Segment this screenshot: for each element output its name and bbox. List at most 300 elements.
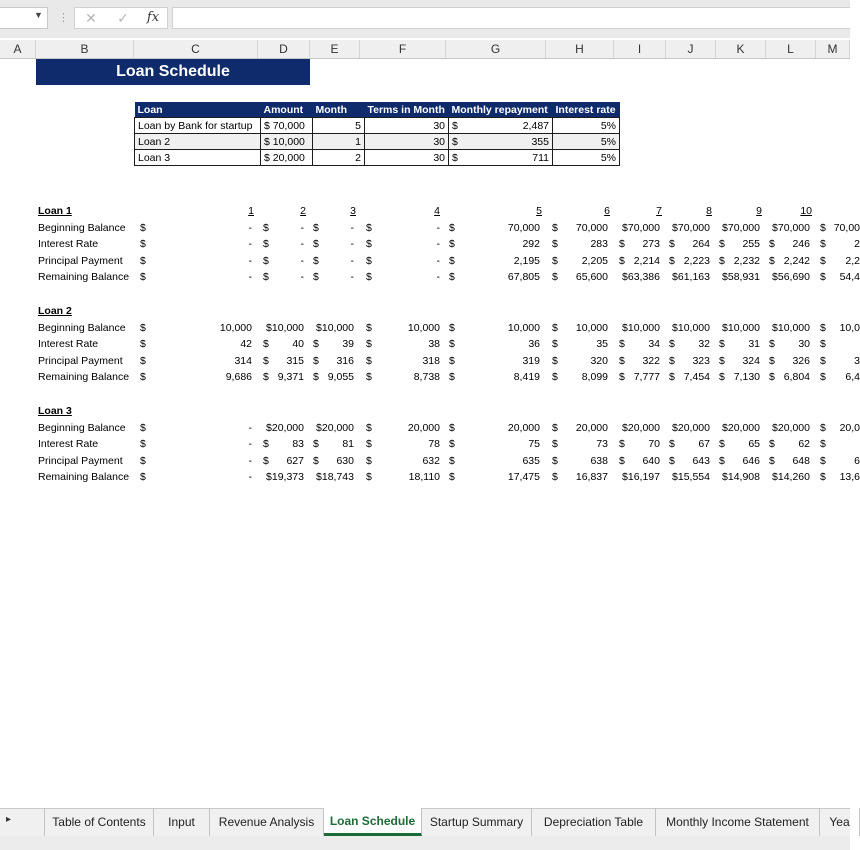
schedule-value[interactable]: 10,000: [219, 321, 252, 334]
row-label: Remaining Balance: [38, 271, 130, 284]
column-header-k[interactable]: K: [716, 40, 766, 58]
currency-symbol: $: [669, 238, 675, 251]
currency-symbol: $: [140, 238, 146, 251]
schedule-value[interactable]: 16,837: [575, 471, 608, 484]
schedule-value[interactable]: 6,4: [845, 371, 860, 384]
currency-symbol: $: [313, 371, 319, 384]
sheet-tab-loan-schedule[interactable]: Loan Schedule: [324, 808, 422, 836]
schedule-value[interactable]: $14,908: [722, 471, 760, 484]
schedule-value[interactable]: 2,195: [513, 254, 540, 267]
schedule-value[interactable]: 10,000: [407, 321, 440, 334]
schedule-value[interactable]: 75: [528, 438, 540, 451]
summary-row: [135, 134, 620, 150]
schedule-value[interactable]: 40: [292, 338, 304, 351]
currency-symbol: $: [820, 354, 826, 367]
schedule-value[interactable]: 2,205: [581, 254, 608, 267]
schedule-value[interactable]: -: [436, 238, 440, 251]
schedule-value[interactable]: $15,554: [672, 471, 710, 484]
currency-symbol: $: [263, 371, 269, 384]
loan-section-title: Loan 2: [38, 305, 72, 317]
schedule-value[interactable]: 283: [590, 238, 608, 251]
currency-symbol: $: [313, 338, 319, 351]
schedule-value[interactable]: 7,777: [633, 371, 660, 384]
schedule-value[interactable]: $70,000: [772, 221, 810, 234]
sheet-tab-table-of-contents[interactable]: Table of Contents: [44, 808, 154, 836]
schedule-value[interactable]: $70,000: [622, 221, 660, 234]
schedule-value[interactable]: -: [248, 254, 252, 267]
schedule-value[interactable]: 38: [428, 338, 440, 351]
x-icon[interactable]: ✕: [85, 10, 97, 26]
schedule-value[interactable]: $56,690: [772, 271, 810, 284]
period-header: 10: [800, 205, 812, 217]
currency-symbol: $: [366, 454, 372, 467]
period-header: 9: [756, 205, 762, 217]
currency-symbol: $: [366, 321, 372, 334]
column-header-e[interactable]: E: [310, 40, 360, 58]
schedule-value[interactable]: $18,743: [316, 471, 354, 484]
check-icon[interactable]: ✓: [117, 10, 129, 26]
schedule-value[interactable]: -: [350, 271, 354, 284]
schedule-value[interactable]: 324: [742, 354, 760, 367]
currency-symbol: $: [820, 254, 826, 267]
schedule-value[interactable]: 326: [792, 354, 810, 367]
schedule-value[interactable]: 10,000: [575, 321, 608, 334]
schedule-value[interactable]: $10,000: [672, 321, 710, 334]
currency-symbol: $: [820, 271, 826, 284]
column-header-g[interactable]: G: [446, 40, 546, 58]
schedule-value[interactable]: 627: [286, 454, 304, 467]
currency-symbol: $: [820, 221, 826, 234]
schedule-value[interactable]: 20,000: [507, 421, 540, 434]
schedule-value[interactable]: 273: [642, 238, 660, 251]
schedule-value[interactable]: 9,055: [327, 371, 354, 384]
currency-symbol: $: [313, 238, 319, 251]
period-header: 4: [434, 205, 440, 217]
currency-symbol: $: [719, 354, 725, 367]
currency-symbol: $: [552, 454, 558, 467]
schedule-value[interactable]: 83: [292, 438, 304, 451]
schedule-value[interactable]: 78: [428, 438, 440, 451]
currency-symbol: $: [552, 338, 558, 351]
column-header-f[interactable]: F: [360, 40, 446, 58]
currency-symbol: $: [263, 221, 269, 234]
currency-symbol: $: [552, 221, 558, 234]
column-header-d[interactable]: D: [258, 40, 310, 58]
row-label: Remaining Balance: [38, 471, 130, 484]
summary-cell[interactable]: Loan 2: [135, 134, 261, 150]
currency-symbol: $: [366, 271, 372, 284]
currency-symbol: $: [366, 371, 372, 384]
schedule-value[interactable]: $58,931: [722, 271, 760, 284]
period-header: 3: [350, 205, 356, 217]
currency-symbol: $: [719, 338, 725, 351]
schedule-value[interactable]: 70: [648, 438, 660, 451]
period-header: 7: [656, 205, 662, 217]
summary-cell[interactable]: 30: [365, 118, 449, 134]
schedule-value[interactable]: $20,000: [622, 421, 660, 434]
status-strip: [0, 836, 850, 850]
schedule-value[interactable]: $70,000: [672, 221, 710, 234]
summary-header-cell: Month: [313, 102, 365, 118]
currency-symbol: $: [449, 471, 455, 484]
currency-symbol: $: [669, 338, 675, 351]
currency-symbol: $: [552, 321, 558, 334]
currency-symbol: $: [449, 338, 455, 351]
summary-cell[interactable]: $ 70,000: [261, 118, 313, 134]
summary-header-cell: Amount: [261, 102, 313, 118]
currency-symbol: $: [140, 438, 146, 451]
schedule-value[interactable]: 20,0: [839, 421, 860, 434]
schedule-value[interactable]: 643: [692, 454, 710, 467]
schedule-value[interactable]: 34: [648, 338, 660, 351]
currency-symbol: $: [452, 119, 458, 132]
summary-header-cell: Interest rate: [553, 102, 620, 118]
schedule-value[interactable]: $10,000: [772, 321, 810, 334]
schedule-value[interactable]: 7,454: [683, 371, 710, 384]
currency-symbol: $: [769, 338, 775, 351]
formula-buttons: [74, 7, 168, 29]
page-title: Loan Schedule: [116, 63, 230, 80]
currency-symbol: $: [669, 438, 675, 451]
currency-symbol: $: [669, 454, 675, 467]
summary-cell[interactable]: 5%: [553, 118, 620, 134]
currency-symbol: $: [263, 254, 269, 267]
schedule-value[interactable]: 42: [240, 338, 252, 351]
schedule-value[interactable]: $20,000: [672, 421, 710, 434]
currency-symbol: $: [769, 371, 775, 384]
schedule-value[interactable]: 65: [748, 438, 760, 451]
currency-symbol: $: [449, 454, 455, 467]
schedule-value[interactable]: 6,804: [783, 371, 810, 384]
currency-symbol: $: [552, 421, 558, 434]
column-header-h[interactable]: H: [546, 40, 614, 58]
sheet-tab-monthly-income-statement[interactable]: Monthly Income Statement: [656, 808, 820, 836]
schedule-value[interactable]: 292: [522, 238, 540, 251]
schedule-value[interactable]: -: [350, 254, 354, 267]
schedule-value[interactable]: $20,000: [266, 421, 304, 434]
currency-symbol: $: [366, 221, 372, 234]
summary-row: [135, 150, 620, 166]
schedule-value[interactable]: $10,000: [316, 321, 354, 334]
summary-cell[interactable]: 30: [365, 150, 449, 166]
summary-cell[interactable]: 5%: [553, 134, 620, 150]
sheet-tab-input[interactable]: Input: [154, 808, 210, 836]
schedule-value[interactable]: $10,000: [266, 321, 304, 334]
vertical-dots-icon: ⋮: [58, 12, 69, 24]
schedule-value[interactable]: $70,000: [722, 221, 760, 234]
sheet-tab-depreciation-table[interactable]: Depreciation Table: [532, 808, 656, 836]
summary-cell[interactable]: [449, 118, 553, 134]
schedule-value[interactable]: -: [248, 471, 252, 484]
currency-symbol: $: [263, 454, 269, 467]
formula-input[interactable]: [172, 7, 850, 29]
currency-symbol: $: [313, 438, 319, 451]
schedule-value[interactable]: 316: [336, 354, 354, 367]
column-header-b[interactable]: B: [36, 40, 134, 58]
schedule-value[interactable]: 20,000: [407, 421, 440, 434]
currency-symbol: $: [552, 354, 558, 367]
schedule-value[interactable]: 255: [742, 238, 760, 251]
schedule-value[interactable]: $20,000: [316, 421, 354, 434]
currency-symbol: $: [820, 238, 826, 251]
schedule-value[interactable]: 314: [234, 354, 252, 367]
currency-symbol: $: [619, 254, 625, 267]
schedule-value[interactable]: 323: [692, 354, 710, 367]
period-header: 5: [536, 205, 542, 217]
column-header-m[interactable]: M: [816, 40, 850, 58]
schedule-value[interactable]: 9,686: [225, 371, 252, 384]
currency-symbol: $: [449, 221, 455, 234]
schedule-value[interactable]: 17,475: [507, 471, 540, 484]
currency-symbol: $: [140, 338, 146, 351]
schedule-value[interactable]: 315: [286, 354, 304, 367]
schedule-value[interactable]: 630: [336, 454, 354, 467]
row-label: Interest Rate: [38, 238, 99, 251]
summary-cell[interactable]: 2: [313, 150, 365, 166]
summary-cell[interactable]: $ 10,000: [261, 134, 313, 150]
schedule-value[interactable]: 62: [798, 438, 810, 451]
schedule-value[interactable]: -: [436, 254, 440, 267]
currency-symbol: $: [313, 354, 319, 367]
schedule-value[interactable]: 35: [596, 338, 608, 351]
schedule-value[interactable]: $20,000: [772, 421, 810, 434]
schedule-value[interactable]: 36: [528, 338, 540, 351]
schedule-value[interactable]: 54,4: [839, 271, 860, 284]
column-header-a[interactable]: A: [0, 40, 36, 58]
summary-header-row: [135, 102, 620, 118]
summary-cell[interactable]: Loan 3: [135, 150, 261, 166]
currency-symbol: $: [552, 471, 558, 484]
schedule-value[interactable]: $63,386: [622, 271, 660, 284]
currency-symbol: $: [313, 254, 319, 267]
schedule-value[interactable]: 13,6: [839, 471, 860, 484]
schedule-value[interactable]: -: [248, 271, 252, 284]
currency-symbol: $: [366, 354, 372, 367]
currency-symbol: $: [719, 438, 725, 451]
schedule-value[interactable]: 646: [742, 454, 760, 467]
currency-symbol: $: [140, 354, 146, 367]
currency-symbol: $: [140, 271, 146, 284]
schedule-value[interactable]: $14,260: [772, 471, 810, 484]
currency-symbol: $: [552, 438, 558, 451]
repayment-value: 2,487: [522, 119, 549, 132]
schedule-value[interactable]: 70,000: [507, 221, 540, 234]
currency-symbol: $: [669, 254, 675, 267]
currency-symbol: $: [449, 421, 455, 434]
repayment-value: 355: [531, 135, 549, 148]
scroll-tabs-arrow-icon[interactable]: ▸: [6, 814, 12, 825]
currency-symbol: $: [366, 238, 372, 251]
currency-symbol: $: [769, 254, 775, 267]
schedule-value[interactable]: 70,000: [575, 221, 608, 234]
currency-symbol: $: [820, 438, 826, 451]
schedule-value[interactable]: 640: [642, 454, 660, 467]
currency-symbol: $: [263, 338, 269, 351]
schedule-value[interactable]: 7,130: [733, 371, 760, 384]
schedule-value[interactable]: 10,0: [839, 321, 860, 334]
schedule-value[interactable]: -: [300, 238, 304, 251]
currency-symbol: $: [449, 254, 455, 267]
schedule-value[interactable]: 67,805: [507, 271, 540, 284]
period-header: 2: [300, 205, 306, 217]
schedule-value[interactable]: 2,214: [633, 254, 660, 267]
currency-symbol: $: [719, 371, 725, 384]
schedule-value[interactable]: 39: [342, 338, 354, 351]
schedule-value[interactable]: 318: [422, 354, 440, 367]
schedule-value[interactable]: $61,163: [672, 271, 710, 284]
schedule-value[interactable]: 20,000: [575, 421, 608, 434]
column-header-j[interactable]: J: [666, 40, 716, 58]
currency-symbol: $: [263, 438, 269, 451]
currency-symbol: $: [820, 471, 826, 484]
currency-symbol: $: [552, 271, 558, 284]
schedule-value[interactable]: 319: [522, 354, 540, 367]
summary-cell[interactable]: Loan by Bank for startup: [135, 118, 261, 134]
schedule-value[interactable]: 18,110: [408, 471, 440, 484]
schedule-value[interactable]: 31: [748, 338, 760, 351]
currency-symbol: $: [449, 321, 455, 334]
summary-cell[interactable]: [449, 150, 553, 166]
currency-symbol: $: [769, 454, 775, 467]
schedule-value[interactable]: 65,600: [575, 271, 608, 284]
row-label: Principal Payment: [38, 254, 123, 267]
schedule-value[interactable]: 648: [792, 454, 810, 467]
schedule-value[interactable]: 264: [692, 238, 710, 251]
schedule-value[interactable]: 81: [342, 438, 354, 451]
schedule-value[interactable]: 2,2: [845, 254, 860, 267]
currency-symbol: $: [449, 238, 455, 251]
currency-symbol: $: [140, 371, 146, 384]
schedule-value[interactable]: 246: [792, 238, 810, 251]
currency-symbol: $: [263, 238, 269, 251]
schedule-value[interactable]: 635: [522, 454, 540, 467]
schedule-value[interactable]: 3: [854, 354, 860, 367]
column-header-l[interactable]: L: [766, 40, 816, 58]
currency-symbol: $: [619, 238, 625, 251]
row-label: Interest Rate: [38, 438, 99, 451]
summary-cell[interactable]: 5%: [553, 150, 620, 166]
schedule-value[interactable]: 9,371: [277, 371, 304, 384]
schedule-value[interactable]: $19,373: [266, 471, 304, 484]
row-label: Beginning Balance: [38, 421, 126, 434]
chevron-down-icon[interactable]: ▼: [34, 10, 43, 20]
period-header: 8: [706, 205, 712, 217]
summary-cell[interactable]: 5: [313, 118, 365, 134]
column-header-bar: [0, 40, 850, 59]
schedule-value[interactable]: $10,000: [622, 321, 660, 334]
currency-symbol: $: [820, 454, 826, 467]
currency-symbol: $: [140, 254, 146, 267]
schedule-value[interactable]: 67: [698, 438, 710, 451]
repayment-value: 711: [532, 151, 549, 164]
currency-symbol: $: [552, 371, 558, 384]
schedule-value[interactable]: 2,232: [733, 254, 760, 267]
currency-symbol: $: [552, 238, 558, 251]
currency-symbol: $: [263, 354, 269, 367]
schedule-value[interactable]: -: [248, 454, 252, 467]
schedule-value[interactable]: $20,000: [722, 421, 760, 434]
row-label: Remaining Balance: [38, 371, 130, 384]
summary-cell[interactable]: 1: [313, 134, 365, 150]
summary-header-cell: Terms in Month: [365, 102, 449, 118]
currency-symbol: $: [552, 254, 558, 267]
schedule-value[interactable]: -: [350, 221, 354, 234]
summary-cell[interactable]: [449, 134, 553, 150]
summary-cell[interactable]: $ 20,000: [261, 150, 313, 166]
column-header-i[interactable]: I: [614, 40, 666, 58]
schedule-value[interactable]: $16,197: [622, 471, 660, 484]
currency-symbol: $: [719, 454, 725, 467]
column-header-c[interactable]: C: [134, 40, 258, 58]
schedule-value[interactable]: 8,099: [581, 371, 608, 384]
currency-symbol: $: [449, 438, 455, 451]
schedule-value[interactable]: -: [248, 421, 252, 434]
schedule-value[interactable]: 2,242: [783, 254, 810, 267]
schedule-value[interactable]: 8,419: [513, 371, 540, 384]
schedule-value[interactable]: 638: [590, 454, 608, 467]
schedule-value[interactable]: -: [300, 221, 304, 234]
fx-icon[interactable]: fx: [146, 10, 160, 25]
currency-symbol: $: [619, 454, 625, 467]
currency-symbol: $: [366, 338, 372, 351]
currency-symbol: $: [313, 271, 319, 284]
schedule-value[interactable]: 632: [422, 454, 440, 467]
schedule-value[interactable]: 32: [698, 338, 710, 351]
currency-symbol: $: [366, 421, 372, 434]
schedule-value[interactable]: 10,000: [507, 321, 540, 334]
schedule-value[interactable]: 8,738: [413, 371, 440, 384]
currency-symbol: $: [452, 135, 458, 148]
sheet-tab-revenue-analysis[interactable]: Revenue Analysis: [210, 808, 324, 836]
schedule-value[interactable]: 2: [854, 238, 860, 251]
schedule-value[interactable]: -: [436, 221, 440, 234]
sheet-tab-yea[interactable]: Yea: [820, 808, 860, 836]
schedule-value[interactable]: 322: [642, 354, 660, 367]
schedule-value[interactable]: -: [436, 271, 440, 284]
currency-symbol: $: [449, 271, 455, 284]
schedule-value[interactable]: 70,00: [833, 221, 860, 234]
schedule-value[interactable]: -: [300, 254, 304, 267]
currency-symbol: $: [366, 471, 372, 484]
currency-symbol: $: [140, 454, 146, 467]
summary-cell[interactable]: 30: [365, 134, 449, 150]
currency-symbol: $: [820, 421, 826, 434]
currency-symbol: $: [452, 151, 458, 164]
schedule-value[interactable]: -: [248, 238, 252, 251]
currency-symbol: $: [619, 371, 625, 384]
currency-symbol: $: [769, 238, 775, 251]
currency-symbol: $: [719, 238, 725, 251]
schedule-value[interactable]: 320: [590, 354, 608, 367]
schedule-value[interactable]: $10,000: [722, 321, 760, 334]
loan-section-title: Loan 1: [38, 205, 72, 217]
schedule-value[interactable]: 73: [596, 438, 608, 451]
currency-symbol: $: [449, 371, 455, 384]
schedule-value[interactable]: -: [300, 271, 304, 284]
schedule-value[interactable]: -: [248, 221, 252, 234]
currency-symbol: $: [769, 438, 775, 451]
schedule-value[interactable]: -: [350, 238, 354, 251]
schedule-value[interactable]: 6: [854, 454, 860, 467]
currency-symbol: $: [820, 371, 826, 384]
schedule-value[interactable]: 30: [798, 338, 810, 351]
currency-symbol: $: [366, 438, 372, 451]
schedule-value[interactable]: 2,223: [683, 254, 710, 267]
currency-symbol: $: [313, 454, 319, 467]
schedule-value[interactable]: -: [248, 438, 252, 451]
currency-symbol: $: [449, 354, 455, 367]
sheet-tab-startup-summary[interactable]: Startup Summary: [422, 808, 532, 836]
